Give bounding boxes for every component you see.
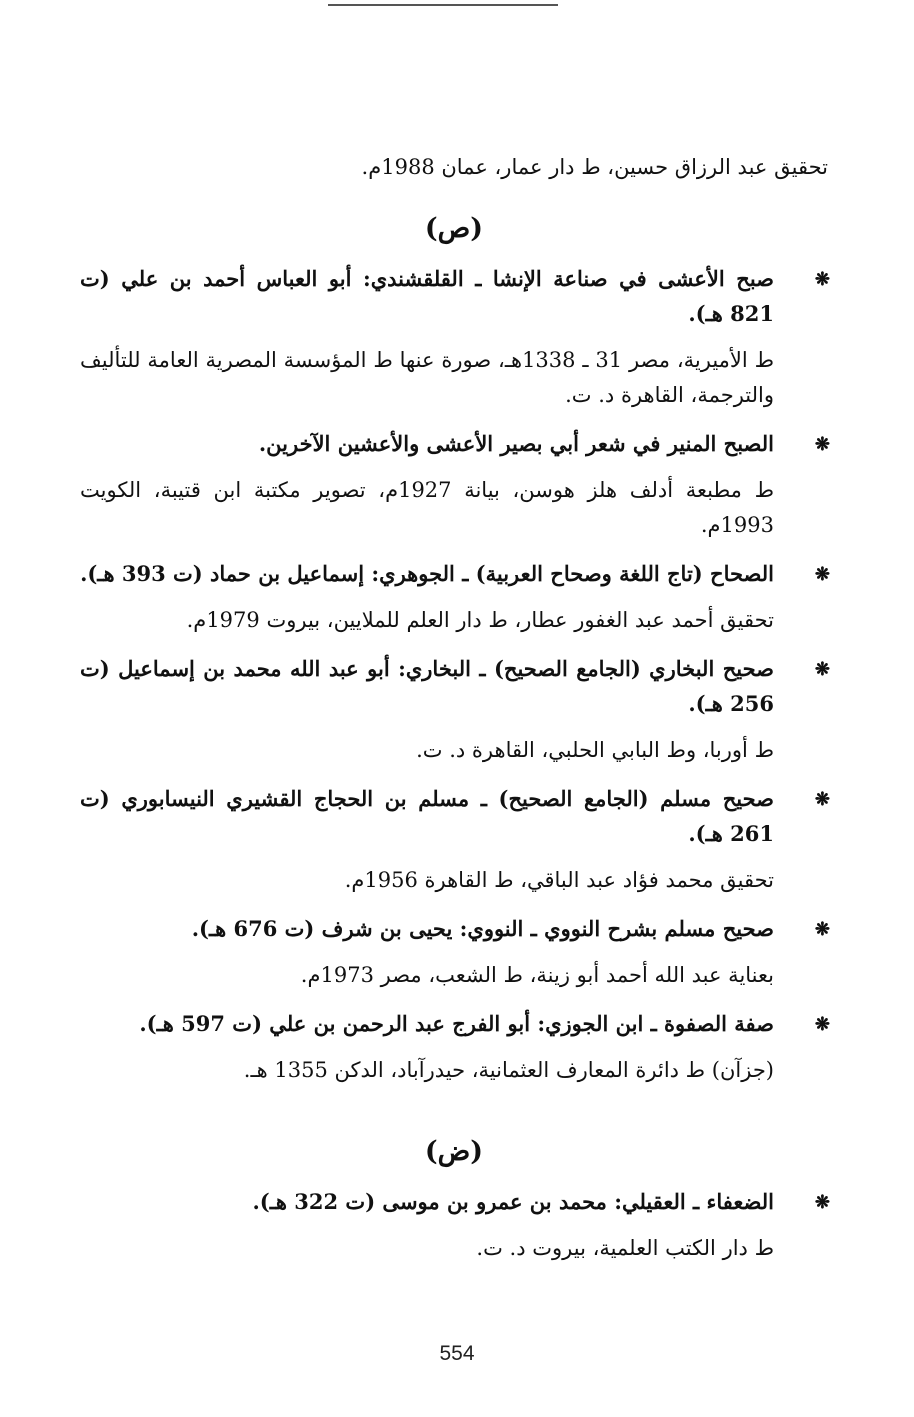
asterisk-icon: ❋	[814, 1014, 830, 1035]
entry-title	[80, 1184, 828, 1219]
entry-publication: تحقيق محمد فؤاد عبد الباقي، ط القاهرة 1956م.	[344, 868, 774, 892]
section-heading: (ص)	[424, 213, 484, 244]
section-sad	[80, 211, 828, 1088]
bibliography-entry	[80, 426, 828, 543]
asterisk-icon: ❋	[814, 564, 830, 585]
bibliography-entry	[80, 261, 828, 413]
entry-title-text: صحيح مسلم (الجامع الصحيح) ـ مسلم بن الحجاج القشيري النيسابوري (ت 261 هـ).	[80, 786, 774, 846]
bibliography-entry	[80, 911, 828, 993]
asterisk-icon: ❋	[814, 434, 830, 455]
entry-title	[80, 261, 828, 331]
entry-publication: ط دار الكتب العلمية، بيروت د. ت.	[476, 1236, 774, 1260]
asterisk-icon: ❋	[814, 659, 830, 680]
entry-title-text: صحيح البخاري (الجامع الصحيح) ـ البخاري: أبو عبد الله محمد بن إسماعيل (ت 256 هـ).	[80, 656, 774, 716]
bibliography-entry	[80, 1006, 828, 1088]
top-rule	[328, 4, 558, 6]
entry-title-text: صحيح مسلم بشرح النووي ـ النووي: يحيى بن شرف (ت 676 هـ).	[191, 916, 774, 941]
bibliography-entry	[80, 1184, 828, 1266]
section-heading: (ض)	[424, 1136, 484, 1167]
entry-title-text: الصبح المنير في شعر أبي بصير الأعشى والأعشين الآخرين.	[258, 431, 774, 456]
entry-title	[80, 556, 828, 591]
bibliography-entry	[80, 556, 828, 638]
entry-title	[80, 911, 828, 946]
entry-title-text: صبح الأعشى في صناعة الإنشا ـ القلقشندي: أبو العباس أحمد بن علي (ت 821 هـ).	[80, 266, 774, 326]
asterisk-icon: ❋	[814, 919, 830, 940]
section-dad	[80, 1134, 828, 1266]
entry-title-text: صفة الصفوة ـ ابن الجوزي: أبو الفرج عبد الرحمن بن علي (ت 597 هـ).	[139, 1011, 774, 1036]
entry-publication: ط أوربا، وط البابي الحلبي، القاهرة د. ت.	[416, 738, 774, 762]
page-number: 554	[439, 1342, 475, 1365]
asterisk-icon: ❋	[814, 1192, 830, 1213]
entry-title	[80, 651, 828, 721]
bibliography-entry	[80, 651, 828, 768]
entry-title-text: الضعفاء ـ العقيلي: محمد بن عمرو بن موسى (ت 322 هـ).	[252, 1189, 774, 1214]
page-body	[80, 150, 828, 1279]
bibliography-entry	[80, 781, 828, 898]
entry-title-text: الصحاح (تاج اللغة وصحاح العربية) ـ الجوهري: إسماعيل بن حماد (ت 393 هـ).	[80, 561, 774, 586]
intro-line: تحقيق عبد الرزاق حسين، ط دار عمار، عمان 1988م.	[361, 155, 828, 179]
entry-title	[80, 426, 828, 461]
entry-publication: ط مطبعة أدلف هلز هوسن، بيانة 1927م، تصوير مكتبة ابن قتيبة، الكويت 1993م.	[80, 478, 774, 537]
entry-publication: بعناية عبد الله أحمد أبو زينة، ط الشعب، مصر 1973م.	[300, 963, 774, 987]
entry-title	[80, 781, 828, 851]
asterisk-icon: ❋	[814, 269, 830, 290]
entry-publication: (جزآن) ط دائرة المعارف العثمانية، حيدرآباد، الدكن 1355 هـ.	[243, 1058, 774, 1082]
entry-title	[80, 1006, 828, 1041]
asterisk-icon: ❋	[814, 789, 830, 810]
entry-publication: ط الأميرية، مصر 31 ـ 1338هـ، صورة عنها ط المؤسسة المصرية العامة للتأليف والترجمة، القاهرة د. ت.	[80, 348, 774, 407]
entry-publication: تحقيق أحمد عبد الغفور عطار، ط دار العلم للملايين، بيروت 1979م.	[186, 608, 774, 632]
